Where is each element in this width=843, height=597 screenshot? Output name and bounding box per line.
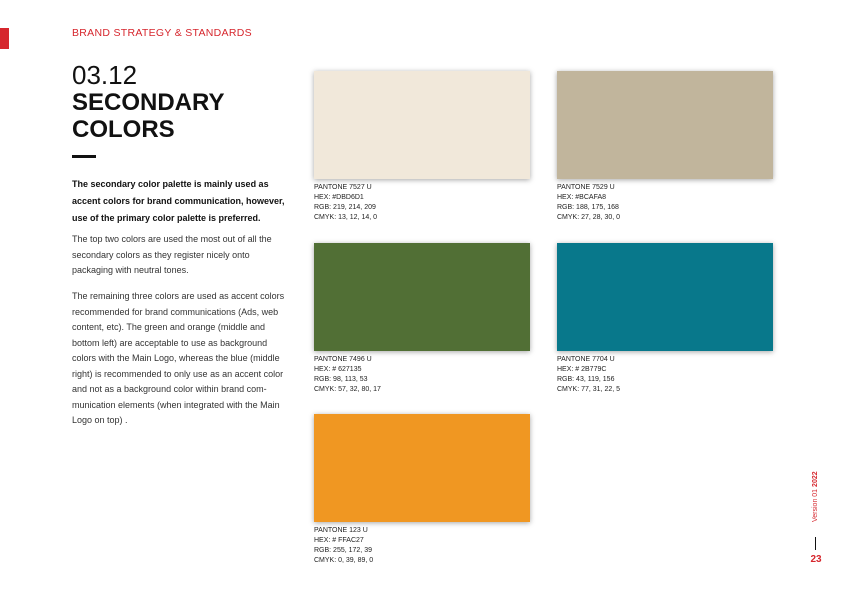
rgb-value: RGB: 98, 113, 53 — [314, 376, 368, 383]
swatch-card-2 — [557, 71, 797, 223]
cmyk-value: CMYK: 77, 31, 22, 5 — [557, 386, 621, 393]
red-accent-bar — [0, 28, 9, 49]
swatch-card-3 — [314, 243, 554, 395]
color-swatch-1 — [314, 71, 530, 179]
pantone-code: PANTONE 123 U — [314, 527, 368, 534]
rgb-value: RGB: 255, 172, 39 — [314, 547, 372, 554]
page-title — [72, 89, 224, 143]
rgb-value: RGB: 188, 175, 168 — [557, 204, 619, 211]
hex-value: HEX: #DBD6D1 — [314, 194, 364, 201]
hex-value: HEX: # FFAC27 — [314, 537, 364, 544]
swatch-specs-1 — [314, 183, 554, 223]
color-swatch-4 — [557, 243, 773, 351]
rgb-value: RGB: 43, 119, 156 — [557, 376, 615, 383]
swatch-specs-2 — [557, 183, 797, 223]
cmyk-value: CMYK: 13, 12, 14, 0 — [314, 214, 378, 221]
color-swatch-5 — [314, 414, 530, 522]
body-paragraph-2: The remaining three colors are used as accent colors recommended for brand communications (Ads, web content, etc). The green and orange (middle and bottom left) are acceptable to use as background colors with the Main Logo, whereas the blue (middle right) is recommended to only use as an accent color and not as a background color within brand com-munication elements (when integrated with the Main Logo on top) . — [72, 291, 285, 425]
page-title-line-1: SECONDARY — [72, 89, 225, 116]
section-header: BRAND STRATEGY & STANDARDS — [72, 27, 252, 39]
pantone-code: PANTONE 7527 U — [314, 184, 372, 191]
swatch-card-5 — [314, 414, 554, 566]
version-text: Version 01 — [812, 488, 819, 522]
pantone-code: PANTONE 7496 U — [314, 356, 372, 363]
cmyk-value: CMYK: 57, 32, 80, 17 — [314, 386, 381, 393]
version-label — [812, 471, 819, 522]
version-year: 2022 — [812, 471, 819, 487]
swatch-specs-3 — [314, 355, 554, 395]
swatch-specs-5 — [314, 526, 554, 566]
body-paragraph-1: The top two colors are used the most out of all the secondary colors as they register nicely onto packaging with neutral tones. — [72, 234, 272, 275]
rgb-value: RGB: 219, 214, 209 — [314, 204, 376, 211]
cmyk-value: CMYK: 0, 39, 89, 0 — [314, 557, 374, 564]
section-number: 03.12 — [72, 60, 138, 90]
title-divider — [72, 155, 96, 158]
cmyk-value: CMYK: 27, 28, 30, 0 — [557, 214, 621, 221]
pantone-code: PANTONE 7704 U — [557, 356, 615, 363]
lead-paragraph: The secondary color palette is mainly used as accent colors for brand communication, however, use of the primary color palette is preferred. — [72, 179, 285, 223]
page-number: 23 — [810, 554, 822, 565]
color-swatch-3 — [314, 243, 530, 351]
page-number-divider — [815, 537, 816, 550]
hex-value: HEX: # 627135 — [314, 366, 362, 373]
hex-value: HEX: # 2B779C — [557, 366, 607, 373]
swatch-specs-4 — [557, 355, 797, 395]
color-swatch-2 — [557, 71, 773, 179]
page-title-line-2: COLORS — [72, 116, 175, 143]
hex-value: HEX: #BCAFA8 — [557, 194, 607, 201]
swatch-card-4 — [557, 243, 797, 395]
swatch-card-1 — [314, 71, 554, 223]
pantone-code: PANTONE 7529 U — [557, 184, 615, 191]
